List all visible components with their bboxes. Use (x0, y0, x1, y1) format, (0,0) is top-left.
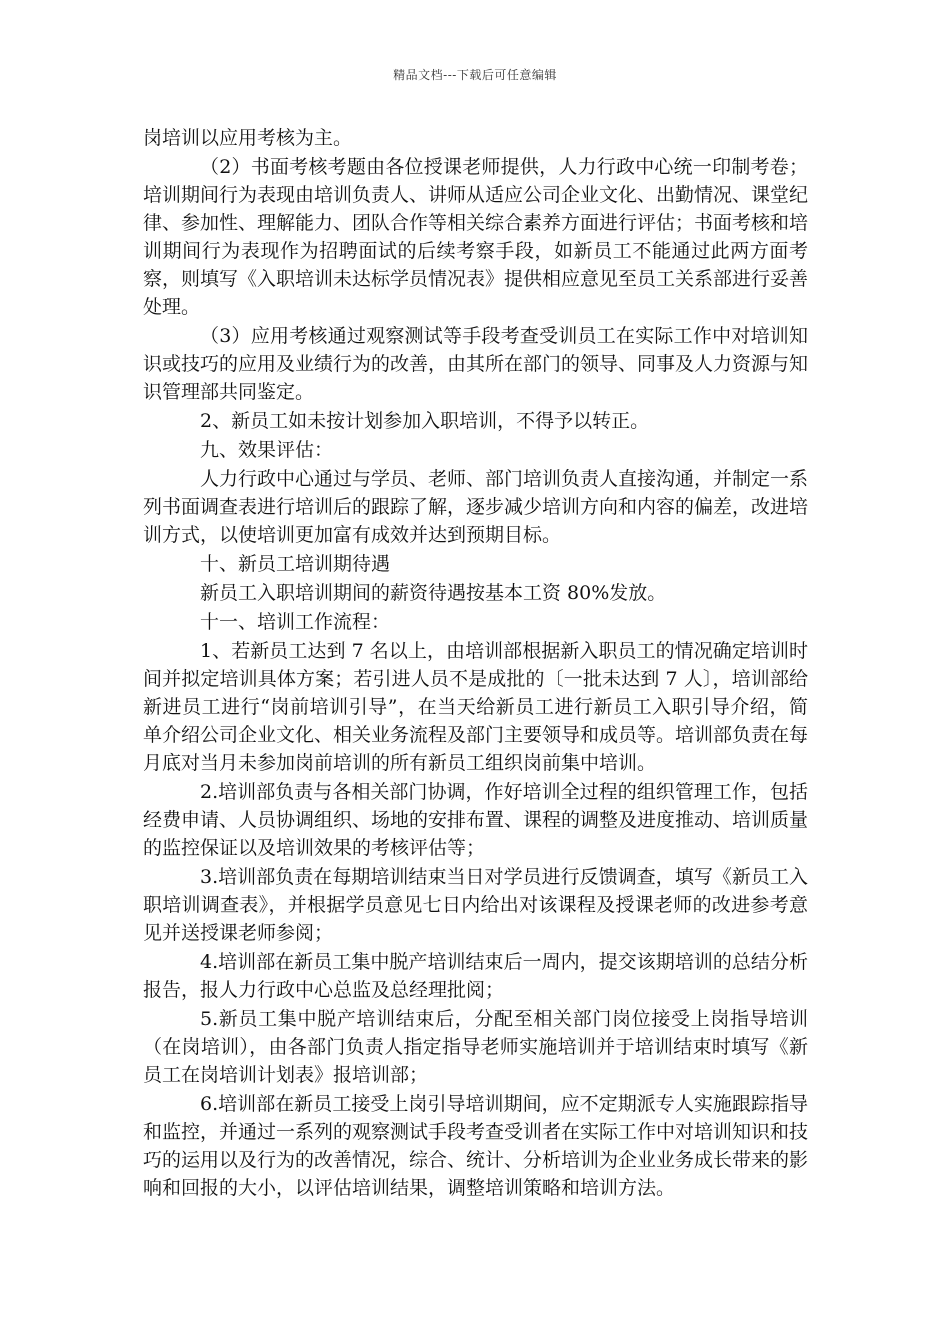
section-heading-compensation: 十、新员工培训期待遇 (200, 553, 391, 575)
workflow-item-4: 4.培训部在新员工集中脱产培训结束后一周内，提交该期培训的总结分析报告，报人力行政中心总监及总经理批阅； (143, 951, 808, 1001)
workflow-item-5: 5.新员工集中脱产培训结束后，分配至相关部门岗位接受上岗指导培训（在岗培训），由各部门负责人指定指导老师实施培训并于培训结束时填写《新员工在岗培训计划表》报培训部； (143, 1008, 808, 1086)
workflow-item-1: 1、若新员工达到 7 名以上，由培训部根据新入职员工的情况确定培训时间并拟定培训具体方案；若引进人员不是成批的〔一批未达到 7 人〕，培训部给新进员工进行“岗前培训引导”，在当天给新员工进行新员工入职引导介绍，简单介绍公司企业文化、相关业务流程及部门主要领导和成员等。培训部负责在每月底对当月未参加岗前培训的所有新员工组织岗前集中培训。 (143, 640, 809, 774)
paragraph-no-regularization: 2、新员工如未按计划参加入职培训，不得予以转正。 (200, 410, 650, 432)
workflow-item-3: 3.培训部负责在每期培训结束当日对学员进行反馈调查，填写《新员工入职培训调查表》，并根据学员意见七日内给出对该课程及授课老师的改进参考意见并送授课老师参阅； (143, 866, 808, 944)
workflow-item-6: 6.培训部在新员工接受上岗引导培训期间，应不定期派专人实施跟踪指导和监控，并通过一系列的观察测试手段考查受训者在实际工作中对培训知识和技巧的运用以及行为的改善情况，综合、统计、分析培训为企业业务成长带来的影响和回报的大小，以评估培训结果，调整培训策略和培训方法。 (143, 1093, 809, 1199)
paragraph-written-exam: （2）书面考核考题由各位授课老师提供，人力行政中心统一印制考卷；培训期间行为表现由培训负责人、讲师从适应公司企业文化、出勤情况、课堂纪律、参加性、理解能力、团队合作等相关综合素养方面进行评估；书面考核和培训期间行为表现作为招聘面试的后续考察手段，如新员工不能通过此两方面考察，则填写《入职培训未达标学员情况表》提供相应意见至员工关系部进行妥善处理。 (143, 156, 809, 318)
section-heading-evaluation: 九、效果评估： (200, 439, 334, 461)
paragraph-evaluation: 人力行政中心通过与学员、老师、部门培训负责人直接沟通，并制定一系列书面调查表进行培训后的跟踪了解，逐步减少培训方向和内容的偏差，改进培训方式，以使培训更加富有成效并达到预期目标。 (143, 468, 809, 546)
paragraph-compensation: 新员工入职培训期间的薪资待遇按基本工资 80%发放。 (200, 582, 667, 604)
paragraph-applied-exam: （3）应用考核通过观察测试等手段考查受训员工在实际工作中对培训知识或技巧的应用及业绩行为的改善，由其所在部门的领导、同事及人力资源与知识管理部共同鉴定。 (143, 325, 809, 403)
section-heading-workflow: 十一、培训工作流程： (200, 611, 391, 633)
document-body (143, 124, 808, 1203)
paragraph-continuation: 岗培训以应用考核为主。 (143, 127, 353, 149)
workflow-item-2: 2.培训部负责与各相关部门协调，作好培训全过程的组织管理工作，包括经费申请、人员协调组织、场地的安排布置、课程的调整及进度推动、培训质量的监控保证以及培训效果的考核评估等； (143, 781, 809, 859)
page-header: 精品文档---下载后可任意编辑 (393, 68, 557, 82)
